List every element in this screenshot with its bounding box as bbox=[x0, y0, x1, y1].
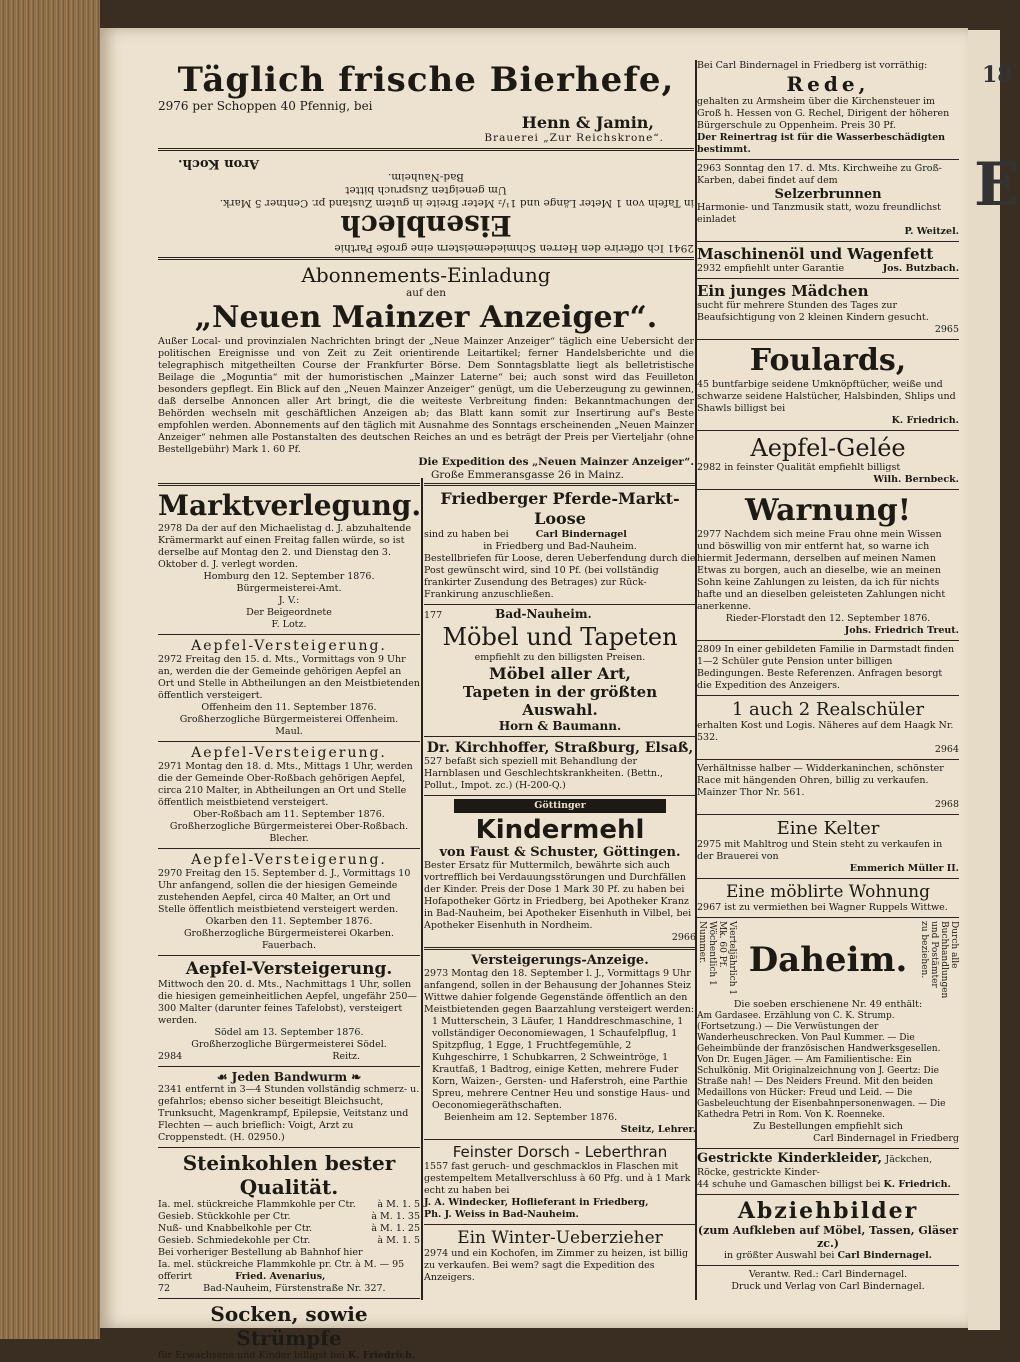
a4-title: Aepfel-Versteigerung. bbox=[185, 959, 393, 979]
divider bbox=[158, 1147, 420, 1148]
abo-sub: auf den bbox=[406, 287, 446, 299]
a3-sig-2: Fauerbach. bbox=[261, 940, 317, 951]
kohle-row bbox=[158, 1223, 420, 1235]
warn-sig: Johs. Friedrich Treut. bbox=[844, 625, 959, 636]
maed-num: 2965 bbox=[934, 324, 959, 335]
markt-text: 2978 Da der auf den Michaelistag d. J. abzuhaltende Krämermarkt auf einen Freitag fallen würde, so ist derselbe auf Montag den 2. und Dienstag den 3. Oktober d. J. verlegt worden. bbox=[158, 523, 412, 570]
a2-sig-2: Blecher. bbox=[269, 833, 309, 844]
daheim-title: Daheim. bbox=[748, 940, 908, 980]
daheim-sub: Die soeben erschienene Nr. 49 enthält: bbox=[733, 999, 923, 1010]
gelee-text: 2982 in feinster Qualität empfiehlt billigst bbox=[697, 462, 901, 473]
bierhefe-sub: Brauerei „Zur Reichskrone“. bbox=[484, 132, 664, 144]
foul-title: Foulards, bbox=[749, 343, 907, 378]
masch-text: 2932 empfiehlt unter Garantie bbox=[697, 263, 845, 274]
kohle-price: à M. 1. 25 bbox=[371, 1223, 420, 1234]
a3-text: 2970 Freitag den 15. September d. J., Vormittags 10 Uhr anfangend, sollen die der hiesigen Gemeinde zustehenden Aepfel, circa 40 Malter, an Ort und Stelle öffentlich meistbietend versteigert werden. bbox=[158, 868, 411, 915]
warn-title: Warnung! bbox=[745, 493, 911, 528]
verst-title: Versteigerungs-Anzeige. bbox=[471, 953, 649, 968]
warn-date: Rieder-Florstadt den 12. September 1876. bbox=[725, 613, 931, 624]
daheim-side-right: Durch alle Buchhandlungen und Postämter zu beziehen. bbox=[919, 921, 959, 999]
gestr-head bbox=[697, 1152, 959, 1179]
gestr-right: Jäckchen, Röcke, gestrickte Kinder- bbox=[697, 1154, 933, 1178]
gelee-sig: Wilh. Bernbeck. bbox=[873, 474, 959, 485]
verst-sig: Steitz, Lehrer. bbox=[620, 1124, 696, 1135]
dorsch-text: 1557 fast geruch- und geschmacklos in Flaschen mit gestempeltem Metallverschluss à 60 Pfg. und à 1 Mark echt zu haben bei bbox=[424, 1161, 691, 1196]
rede-text: gehalten zu Armsheim über die Kirchensteuer im Groß h. Hessen von G. Rechel, Dirigent der höheren Bürgerschule zu Oppenheim. Preis 30 Pf. bbox=[697, 96, 950, 131]
divider bbox=[424, 483, 696, 486]
kohle-item: Gesieb. Stückkohle per Ctr. bbox=[158, 1211, 291, 1222]
abo-title: Abonnements-Einladung bbox=[301, 263, 551, 287]
kohle-addr: Bad-Nauheim, Fürstenstraße Nr. 327. bbox=[203, 1283, 386, 1294]
gestr-title: Gestrickte Kinderkleider, bbox=[697, 1151, 883, 1166]
selt-text: 2963 Sonntag den 17. d. Mts. Kirchweihe zu Groß-Karben, dabei findet auf dem bbox=[697, 163, 943, 186]
divider bbox=[697, 759, 959, 760]
selt-sig: P. Weitzel. bbox=[904, 226, 959, 237]
a4-date: Södel am 13. September 1876. bbox=[214, 1027, 364, 1038]
gestr-line bbox=[697, 1179, 959, 1191]
a1-date: Offenheim den 11. September 1876. bbox=[201, 702, 377, 713]
a1-sig-2: Maul. bbox=[275, 726, 303, 737]
decor-icon: ❧ bbox=[347, 1070, 362, 1084]
kinder-firm: von Faust & Schuster, Göttingen. bbox=[439, 845, 681, 860]
kohle-row bbox=[158, 1235, 420, 1247]
kohle-firm: Fried. Avenarius, bbox=[235, 1271, 326, 1282]
verst-list: 1 Mutterschein, 3 Läufer, 1 Handdreschmaschine, 1 vollständiger Oeconomiewagen, 1 Schaufelpflug, 1 Spitzpflug, 1 Egge, 1 Fruchtfegemühle, 2 Kuhgeschirre, 1 Schubkarren, 2 Schweintröge, 1 Krautfaß, 1 Badtrog, einige Ketten, mehrere Fuder Korn, Waizen-, Gersten- und Haferstroh, eine Parthie Spreu, mehrere Centner Heu und sonstige Haus- und Oeconomiegeräthschaften. bbox=[432, 1016, 691, 1111]
warn-text: 2977 Nachdem sich meine Frau ohne mein Wissen und böswillig von mir entfernt hat, so warne ich hiermit Jedermann, derselben auf meinen Namen Etwas zu borgen, auch an dieselbe, wie an meinen Sohn keine Zahlungen zu leisten, da ich für nichts hafte und an dieselben geleisteten Zahlungen nicht anerkenne. bbox=[697, 529, 946, 612]
eisenblech-signature: Aron Koch. bbox=[178, 156, 260, 171]
rede-note: Der Reinertrag ist für die Wasserbeschädigten bestimmt. bbox=[697, 132, 946, 155]
daheim-header bbox=[697, 921, 959, 999]
abo-paper: „Neuen Mainzer Anzeiger“. bbox=[194, 300, 658, 335]
pferde-loc: in Friedberg und Bad-Nauheim. bbox=[483, 541, 637, 552]
eisenblech-title: Eisenblech bbox=[340, 209, 512, 242]
kohle-address-line bbox=[158, 1283, 420, 1295]
a2-text: 2971 Montag den 18. d. Mts., Mittags 1 Uhr, werden die der Gemeinde Ober-Roßbach gehörigen Aepfel, circa 210 Malter, in Abtheilungen an Ort und Stelle öffentlich meistbietend versteigert. bbox=[158, 761, 413, 808]
bierhefe-line: 2976 per Schoppen 40 Pfennig, bei bbox=[158, 99, 373, 113]
a1-sig-1: Großherzogliche Bürgermeisterei Offenheim. bbox=[179, 714, 399, 725]
pferde-line bbox=[424, 529, 696, 541]
divider bbox=[697, 489, 959, 490]
kohle-note: Bei vorheriger Bestellung ab Bahnhof hier bbox=[158, 1247, 363, 1258]
verst-text: 2973 Montag den 18. September l. J., Vormittags 9 Uhr anfangend, sollen in der Behausung der Johannes Steiz Wittwe dahier folgende Gegenstände öffentlich an den Meistbietenden gegen Baarzahlung versteigert werden: bbox=[424, 968, 695, 1015]
divider bbox=[424, 795, 696, 796]
a2-title: Aepfel-Versteigerung. bbox=[191, 745, 387, 761]
divider bbox=[158, 1298, 420, 1299]
pferde-firm: Carl Bindernagel bbox=[535, 529, 627, 540]
moebel-sub: empfiehlt zu den billigsten Preisen. bbox=[474, 652, 646, 663]
ad-eisenblech-upside-down bbox=[158, 154, 694, 254]
eisenblech-line-4: Bad-Nauheim. bbox=[387, 171, 465, 183]
column-1 bbox=[158, 480, 422, 1361]
masch-title: Maschinenöl und Wagenfett bbox=[697, 245, 934, 263]
divider bbox=[424, 1139, 696, 1140]
abz-line bbox=[697, 1250, 959, 1262]
band-text: 2341 entfernt in 3—4 Stunden vollständig schmerz- u. gefahrlos; ebenso sicher beseitigt Bleichsucht, Trunksucht, Magenkrampf, Epilepsie, Veitstanz und Flechten — auch brieflich: Voigt, Arzt zu Croppenstedt. (H. 02950.) bbox=[158, 1084, 420, 1143]
book-page-edges bbox=[0, 0, 100, 1339]
divider bbox=[697, 814, 959, 815]
column-3 bbox=[697, 60, 959, 1300]
socken-text: für Erwachsene und Kinder billigst bei bbox=[158, 1350, 345, 1361]
divider bbox=[158, 148, 694, 151]
kinder-title: Kindermehl bbox=[475, 815, 645, 845]
kohle-row bbox=[158, 1199, 420, 1211]
kohle-item: Ia. mel. stückreiche Flammkohle per Ctr. bbox=[158, 1199, 356, 1210]
kelter-sig: Emmerich Müller II. bbox=[849, 863, 959, 874]
divider bbox=[697, 1194, 959, 1195]
markt-sig-3: Der Beigeordnete bbox=[246, 607, 332, 618]
kelter-title: Eine Kelter bbox=[776, 818, 880, 839]
gelee-title: Aepfel-Gelée bbox=[750, 434, 906, 462]
abo-text: Außer Local- und provinzialen Nachrichten bringt der „Neue Mainzer Anzeiger“ täglich eine Uebersicht der politischen Ereignisse und von Zeit zu Zeit orientirende Leitartikel; ferner Handelsberichte und die telegraphisch mitgetheilten Course der Frankfurter Börse. Dem Sonntagsblatte liegt als belletristische Beilage die „Moguntia“ mit der humoristischen „Mainzer Laterne“ bei; auch sonst wird das Feuilleton besonders gepflegt. Ein Blick auf den „Neuen Mainzer Anzeiger“ genügt, um die Ueberzeugung zu gewinnen, daß derselbe Annoncen aller Art bringt, die die weiteste Verbreitung finden: Bekanntmachungen der Behörden wechseln mit geschäftlichen Anzeigen ab; das Blatt kann somit zur Insertirung auf's Beste empfohlen werden. Abonnements auf den täglich mit Ausnahme des Sonntags erscheinenden „Neuen Mainzer Anzeiger“ nehmen alle Postanstalten des deutschen Reiches an und es beträgt der Preis per Vierteljahr (ohne Bestellgebühr) Mark 1. 60 Pf. bbox=[158, 336, 694, 455]
divider bbox=[697, 339, 959, 340]
abo-address: Große Emmeransgasse 26 in Mainz. bbox=[431, 469, 624, 481]
socken-firm: K. Friedrich. bbox=[347, 1350, 416, 1361]
a4-text: Mittwoch den 20. d. Mts., Nachmittags 1 Uhr, sollen die hiesigen gemeinheitlichen Aepfel, ungefähr 250—300 Malter (darunter feines Tafelobst), versteigert werden. bbox=[158, 979, 417, 1026]
real-num: 2964 bbox=[934, 744, 959, 755]
real-title: 1 auch 2 Realschüler bbox=[731, 699, 925, 720]
daheim-note: Zu Bestellungen empfiehlt sich bbox=[753, 1121, 903, 1132]
divider bbox=[697, 1148, 959, 1149]
a4-sig-1: Großherzogliche Bürgermeisterei Södel. bbox=[191, 1039, 387, 1050]
moebel-title: Möbel und Tapeten bbox=[442, 623, 678, 651]
imprint-2: Druck und Verlag von Carl Bindernagel. bbox=[731, 1281, 925, 1292]
fam-text: 2809 In einer gebildeten Familie in Darmstadt finden 1—2 Schüler gute Pension unter billigen Bedingungen. Beste Referenzen. Anfragen besorgt die Expedition des Anzeigers. bbox=[697, 644, 955, 691]
divider bbox=[158, 1066, 420, 1067]
moebel-place: Bad-Nauheim. bbox=[495, 607, 592, 621]
kelter-text: 2975 mit Mahltrog und Stein steht zu verkaufen in der Brauerei von bbox=[697, 839, 943, 862]
divider bbox=[697, 1265, 959, 1266]
dorsch-firm-2: Ph. J. Weiss in Bad-Nauheim. bbox=[424, 1209, 579, 1220]
a3-title: Aepfel-Versteigerung. bbox=[191, 852, 387, 868]
divider bbox=[158, 257, 694, 260]
eisenblech-line-3: Um geneigten Zuspruch bittet bbox=[345, 184, 507, 196]
pferde-text: Bestellbriefen für Loose, deren Ueberfendung durch die Post gewünscht wird, sind 10 Pf. (bei vollständig frankirter Zusendung des Betrages) zur Rück-Frankirung anzuschließen. bbox=[424, 553, 696, 600]
kan-text: Verhältnisse halber — Widderkaninchen, schönster Race mit hängenden Ohren, billig zu verkaufen. Mainzer Thor Nr. 561. bbox=[697, 763, 944, 798]
divider bbox=[158, 848, 420, 849]
divider bbox=[697, 278, 959, 279]
moebel-num: 177 bbox=[424, 610, 443, 621]
selt-title: Selzerbrunnen bbox=[774, 187, 882, 202]
divider bbox=[697, 241, 959, 242]
markt-date: Homburg den 12. September 1876. bbox=[203, 571, 375, 582]
pferde-title: Friedberger Pferde-Markt-Loose bbox=[440, 489, 680, 528]
foul-sig: K. Friedrich. bbox=[891, 415, 959, 426]
eisenblech-line-2: in Tafeln von 1 Meter Länge und 1¹/₂ Meter Breite in gutem Zustand pr. Centner 5 Mark. bbox=[219, 197, 694, 209]
band-title bbox=[158, 1070, 420, 1084]
real-text: erhalten Kost und Logis. Näheres auf dem Haagk Nr. 532. bbox=[697, 720, 954, 743]
divider bbox=[424, 604, 696, 605]
kinder-num: 2966 bbox=[671, 932, 696, 943]
divider bbox=[158, 741, 420, 742]
daheim-text: Am Gardasee. Erzählung von C. K. Strump. (Fortsetzung.) — Die Verwüstungen der Wanderheuschrecken. Von Paul Kummer. — Die Geheimbünde der französischen Handwerksgesellen. Von Dr. Eugen Jäger. — Am Familientische: Ein Schulkönig. Mit Originalzeichnung von J. Geertz: Die Straße nah! — Des Neiders Freund. Mit den beiden Medaillons von Hücker: Freud und Leid. — Die Gasbeleuchtung der Eisenbahnpersonenwagen. — Die Kathedra Petri in Rom. Von K. Roenneke. bbox=[697, 1011, 946, 1120]
next-page-edge bbox=[968, 30, 1020, 1330]
a4-sig-2: Reitz. bbox=[332, 1051, 360, 1062]
moebel-line-2: Möbel aller Art, bbox=[489, 664, 631, 683]
kohle-price: à M. 1. 35 bbox=[371, 1211, 420, 1222]
eisenblech-line-1: 2941 Ich offerire den Herren Schmiedemeistern eine große Parthie bbox=[334, 242, 694, 254]
page-number: 18 bbox=[982, 62, 1013, 88]
maed-text: sucht für mehrere Stunden des Tages zur Beaufsichtigung von 2 kleinen Kindern gesucht. bbox=[697, 300, 929, 323]
bierhefe-title: Täglich frische Bierhefe, bbox=[177, 60, 675, 100]
markt-sig-1: Bürgermeisterei-Amt. bbox=[236, 583, 342, 594]
kohle-price-list bbox=[158, 1199, 420, 1247]
a1-title: Aepfel-Versteigerung. bbox=[191, 638, 387, 654]
masch-sig: Jos. Butzbach. bbox=[882, 263, 959, 274]
abz-text-2: in größter Auswahl bei bbox=[723, 1250, 835, 1261]
kohle-offer-line bbox=[158, 1271, 420, 1283]
decor-icon: ☙ bbox=[216, 1070, 232, 1084]
kinder-text: Bester Ersatz für Muttermilch, bewährte sich auch vortrefflich bei Verdauungsstörungen und Durchfällen der Kinder. Preis der Dose 1 Mark 30 Pf. zu haben bei Hofapotheker Görtz in Friedberg, bei Apotheker Kranz in Bad-Nauheim, bei Apotheker Eisenhuth in Vilbel, bei Apotheker Eisenhuth in Nordheim. bbox=[424, 860, 692, 931]
divider bbox=[424, 736, 696, 737]
divider bbox=[697, 695, 959, 696]
next-page-letter: E bbox=[974, 150, 1020, 220]
kohle-title: Steinkohlen bester Qualität. bbox=[182, 1151, 396, 1199]
winter-title: Ein Winter-Ueberzieher bbox=[457, 1228, 663, 1248]
moebel-firm: Horn & Baumann. bbox=[498, 719, 622, 733]
divider bbox=[158, 483, 420, 486]
gestr-text: 44 schuhe und Gamaschen billigst bei bbox=[697, 1179, 881, 1190]
divider bbox=[697, 430, 959, 431]
markt-title: Marktverlegung. bbox=[158, 489, 422, 522]
markt-sig-4: F. Lotz. bbox=[271, 619, 307, 630]
verst-date: Beienheim am 12. September 1876. bbox=[444, 1112, 618, 1123]
imprint-1: Verantw. Red.: Carl Bindernagel. bbox=[748, 1269, 908, 1280]
a4-footer bbox=[158, 1051, 420, 1063]
a3-sig-1: Großherzogliche Bürgermeisterei Okarben. bbox=[183, 928, 395, 939]
gestr-sig: K. Friedrich. bbox=[883, 1179, 951, 1190]
a1-text: 2972 Freitag den 15. d. Mts., Vormittags von 9 Uhr an, werden die der Gemeinde gehörigen Aepfel an Ort und Stelle in Abtheilungen an den Meistbietenden öffentlich versteigert. bbox=[158, 654, 420, 701]
divider bbox=[697, 640, 959, 641]
abz-title: Abziehbilder bbox=[737, 1198, 919, 1224]
abz-text: (zum Aufkleben auf Möbel, Tassen, Gläser zc.) bbox=[697, 1224, 959, 1250]
wohn-title: Eine möblirte Wohnung bbox=[725, 882, 931, 902]
a2-sig-1: Großherzogliche Bürgermeisterei Ober-Roßbach. bbox=[169, 821, 409, 832]
kinder-bar: Göttinger bbox=[454, 799, 666, 813]
a4-num: 2984 bbox=[158, 1051, 183, 1062]
daheim-side-left: Vierteljährlich 1 Mk. 60 Pf. Wöchentlich 1 Nummer. bbox=[697, 921, 737, 996]
kohle-extra: Ia. mel. stückreiche Flammkohle pr. Ctr. à M. — 95 bbox=[158, 1259, 405, 1270]
bierhefe-firm: Henn & Jamin, bbox=[521, 113, 654, 132]
column-rule-1 bbox=[421, 478, 423, 1300]
daheim-sig: Carl Bindernagel in Friedberg bbox=[813, 1133, 959, 1144]
dorsch-title: Feinster Dorsch - Leberthran bbox=[452, 1143, 668, 1161]
abz-sig: Carl Bindernagel. bbox=[837, 1250, 932, 1261]
divider bbox=[158, 634, 420, 635]
moebel-line-3: Tapeten in der größten Auswahl. bbox=[462, 683, 658, 719]
winter-text: 2974 und ein Kochofen, im Zimmer zu heizen, ist billig zu verkaufen. Bei wem? sagt die Expedition des Anzeigers. bbox=[424, 1248, 689, 1283]
kohle-price: à M. 1. 5 bbox=[377, 1235, 420, 1246]
wohn-text: 2967 ist zu vermiethen bei Wagner Ruppels Wittwe. bbox=[697, 902, 948, 913]
column-2 bbox=[424, 480, 696, 1300]
socken-line bbox=[158, 1350, 420, 1362]
band-title-text: Jeden Bandwurm bbox=[231, 1070, 348, 1084]
a3-date: Okarben den 11. September 1876. bbox=[205, 916, 373, 927]
kohle-num: 72 bbox=[158, 1283, 171, 1294]
rede-intro: Bei Carl Bindernagel in Friedberg ist vorräthig: bbox=[697, 60, 928, 71]
pferde-intro: sind zu haben bei bbox=[424, 529, 509, 540]
markt-sig-2: J. V.: bbox=[278, 595, 300, 606]
socken-title: Socken, sowie Strümpfe bbox=[210, 1302, 368, 1350]
divider bbox=[424, 947, 696, 950]
divider bbox=[697, 917, 959, 918]
foul-text: 45 buntfarbige seidene Umknöpftücher, weiße und schwarze seidene Halstücher, Halsbinden, Shlips und Shawls billigst bei bbox=[697, 379, 956, 414]
kirch-title: Dr. Kirchhoffer, Straßburg, Elsaß, bbox=[426, 740, 694, 756]
selt-line-2: Harmonie- und Tanzmusik statt, wozu freundlichst einladet bbox=[697, 202, 941, 225]
moebel-head bbox=[424, 608, 696, 622]
ad-abonnement bbox=[158, 263, 694, 482]
dorsch-firm-1: J. A. Windecker, Hoflieferant in Friedberg, bbox=[424, 1197, 649, 1208]
ad-bierhefe bbox=[158, 60, 694, 145]
kohle-offer: offerirt bbox=[158, 1271, 193, 1282]
divider bbox=[158, 955, 420, 956]
divider bbox=[697, 878, 959, 879]
masch-line bbox=[697, 263, 959, 275]
kohle-item: Nuß- und Knabbelkohle per Ctr. bbox=[158, 1223, 313, 1234]
kan-num: 2968 bbox=[934, 799, 959, 810]
rede-title: Rede, bbox=[786, 72, 870, 96]
a2-date: Ober-Roßbach am 11. September 1876. bbox=[193, 809, 385, 820]
kirch-text: 527 befaßt sich speziell mit Behandlung der Harnblasen und Geschlechtskrankheiten. (Bettn., Pollut., Impot. zc.) (H-200-Q.) bbox=[424, 756, 663, 791]
divider bbox=[697, 159, 959, 160]
kohle-row bbox=[158, 1211, 420, 1223]
top-wide-section bbox=[158, 60, 694, 481]
kohle-price: à M. 1. 5 bbox=[377, 1199, 420, 1210]
abo-signature: Die Expedition des „Neuen Mainzer Anzeiger“. bbox=[418, 456, 694, 468]
maed-title: Ein junges Mädchen bbox=[697, 282, 869, 300]
kohle-item: Gesieb. Schmiedekohle per Ctr. bbox=[158, 1235, 311, 1246]
divider bbox=[424, 1224, 696, 1225]
